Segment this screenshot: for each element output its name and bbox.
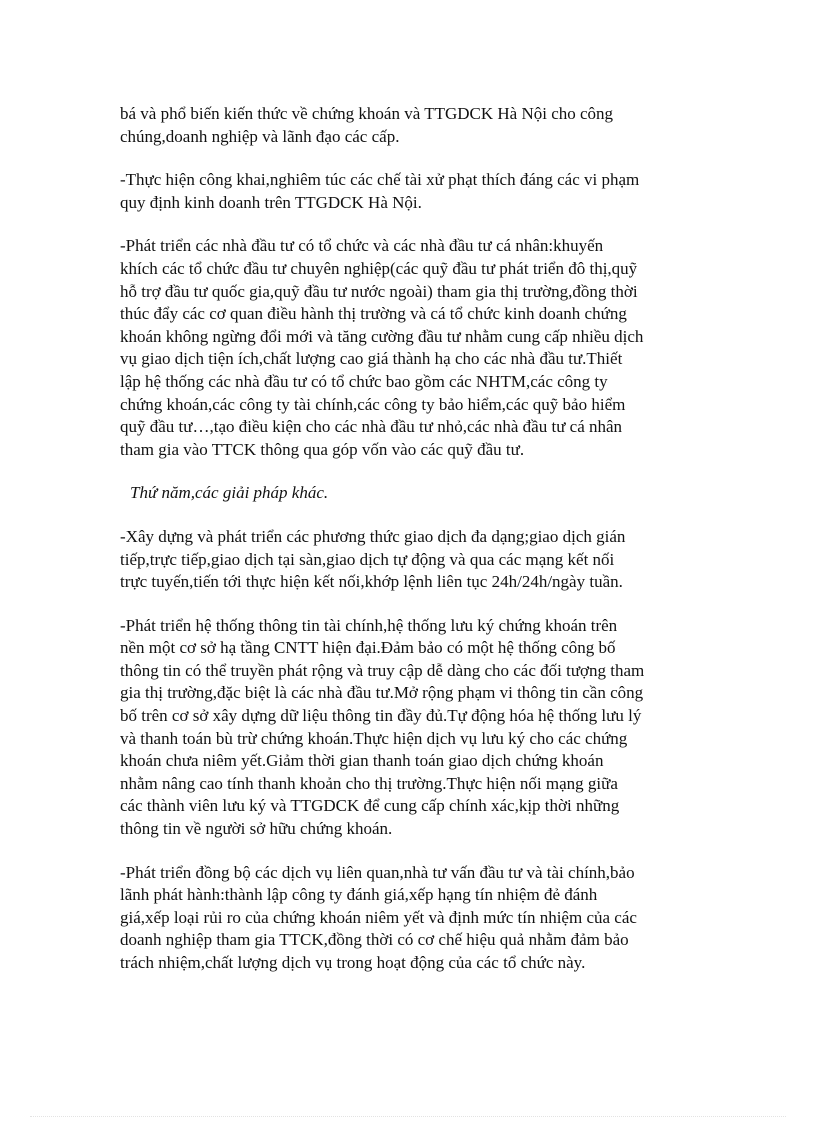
text-line: chúng,doanh nghiệp và lãnh đạo các cấp. — [120, 126, 400, 146]
paragraph-related-services — [120, 862, 700, 975]
text-line: thúc đẩy các cơ quan điều hành thị trường và cá tổ chức kinh doanh chứng — [120, 304, 627, 324]
text-line: gia thị trường,đặc biệt là các nhà đầu tư.Mở rộng phạm vi thông tin cần công — [120, 683, 644, 703]
text-line: lập hệ thống các nhà đầu tư có tổ chức bao gồm các NHTM,các công ty — [120, 371, 608, 391]
section-heading — [120, 482, 700, 505]
text-line: chứng khoán,các công ty tài chính,các công ty bảo hiểm,các quỹ bảo hiểm — [120, 394, 626, 414]
text-line: giá,xếp loại rủi ro của chứng khoán niêm yết và định mức tín nhiệm của các — [120, 907, 637, 927]
paragraph-dissemination — [120, 103, 700, 148]
paragraph-sanctions — [120, 169, 700, 214]
text-line: thông tin về người sở hữu chứng khoán. — [120, 819, 393, 839]
text-line: khoán không ngừng đổi mới và tăng cường đầu tư nhằm cung cấp nhiều dịch — [120, 326, 644, 346]
text-line: -Phát triển các nhà đầu tư có tổ chức và các nhà đầu tư cá nhân:khuyến — [120, 236, 604, 256]
document-body — [120, 103, 700, 996]
heading-text: Thứ năm,các giải pháp khác. — [130, 483, 329, 503]
paragraph-trading-methods — [120, 526, 700, 594]
text-line: tham gia vào TTCK thông qua góp vốn vào các quỹ đầu tư. — [120, 439, 525, 459]
text-line: -Xây dựng và phát triển các phương thức giao dịch đa dạng;giao dịch gián — [120, 526, 626, 546]
paragraph-information-system — [120, 615, 700, 841]
text-line: nền một cơ sở hạ tầng CNTT hiện đại.Đảm bảo có một hệ thống công bố — [120, 638, 616, 658]
paragraph-investors — [120, 235, 700, 461]
text-line: trách nhiệm,chất lượng dịch vụ trong hoạt động của các tổ chức này. — [120, 953, 586, 972]
text-line: doanh nghiệp tham gia TTCK,đồng thời có cơ chế hiệu quả nhằm đảm bảo — [120, 930, 629, 950]
text-line: khoán chưa niêm yết.Giảm thời gian thanh toán giao dịch chứng khoán — [120, 751, 604, 771]
text-line: và thanh toán bù trừ chứng khoán.Thực hiện dịch vụ lưu ký cho các chứng — [120, 728, 628, 748]
text-line: bá và phổ biến kiến thức về chứng khoán và TTGDCK Hà Nội cho công — [120, 104, 614, 123]
text-line: hỗ trợ đầu tư quốc gia,quỹ đầu tư nước ngoài) tham gia thị trường,đồng thời — [120, 281, 638, 301]
text-line: tiếp,trực tiếp,giao dịch tại sàn,giao dịch tự động và qua các mạng kết nối — [120, 549, 615, 569]
text-line: vụ giao dịch tiện ích,chất lượng cao giá thành hạ cho các nhà đầu tư.Thiết — [120, 349, 623, 369]
text-line: -Phát triển đồng bộ các dịch vụ liên quan,nhà tư vấn đầu tư và tài chính,bảo — [120, 862, 635, 882]
page-bottom-divider — [30, 1116, 786, 1117]
text-line: quỹ đầu tư…,tạo điều kiện cho các nhà đầu tư nhỏ,các nhà đầu tư cá nhân — [120, 417, 623, 437]
text-line: lãnh phát hành:thành lập công ty đánh giá,xếp hạng tín nhiệm đẻ đánh — [120, 885, 598, 905]
text-line: khích các tổ chức đầu tư chuyên nghiệp(các quỹ đầu tư phát triển đô thị,quỹ — [120, 258, 638, 278]
text-line: trực tuyến,tiến tới thực hiện kết nối,khớp lệnh liên tục 24h/24h/ngày tuần. — [120, 572, 623, 592]
text-line: thông tin có thể truyền phát rộng và truy cập dễ dàng cho các đối tượng tham — [120, 660, 645, 680]
text-line: -Phát triển hệ thống thông tin tài chính,hệ thống lưu ký chứng khoán trên — [120, 615, 618, 635]
text-line: nhằm nâng cao tính thanh khoản cho thị trường.Thực hiện nối mạng giữa — [120, 773, 618, 793]
text-line: quy định kinh doanh trên TTGDCK Hà Nội. — [120, 192, 422, 212]
text-line: bố trên cơ sở xây dựng dữ liệu thông tin đầy đủ.Tự động hóa hệ thống lưu lý — [120, 706, 642, 726]
text-line: các thành viên lưu ký và TTGDCK để cung cấp chính xác,kịp thời những — [120, 796, 620, 816]
text-line: -Thực hiện công khai,nghiêm túc các chế tài xử phạt thích đáng các vi phạm — [120, 170, 640, 190]
